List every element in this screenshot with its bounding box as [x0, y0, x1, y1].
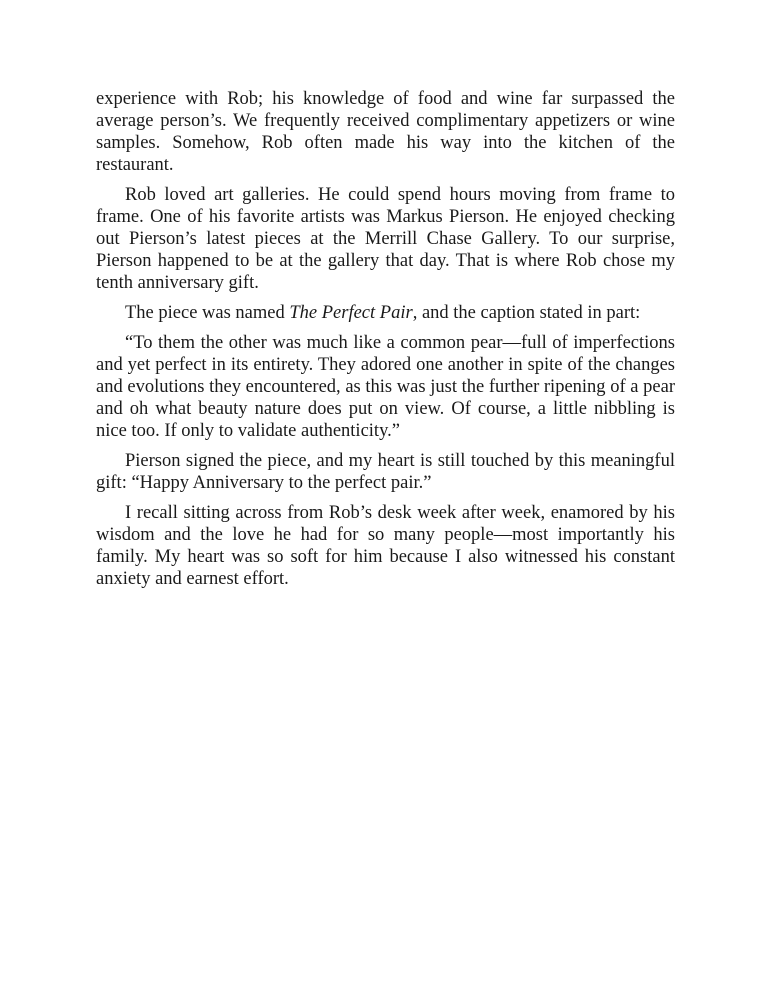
- document-page: [96, 88, 675, 598]
- paragraph-piece-name: [96, 302, 675, 324]
- paragraph-restaurant: experience with Rob; his knowledge of food and wine far surpassed the average person’s. We frequently received complimentary appetizers or wine samples. Somehow, Rob often made his way into the kitchen of the restaurant.: [96, 89, 675, 175]
- piece-intro-text: The piece was named: [125, 303, 290, 323]
- piece-caption-intro: , and the caption stated in part:: [412, 303, 641, 323]
- paragraph-caption-quote: “To them the other was much like a common pear—full of imperfections and yet perfect in its entirety. They adored one another in spite of the changes and evolutions they encountered, as this was just the further ripening of a pear and oh what beauty nature does put on view. Of course, a little nibbling is nice too. If only to validate authenticity.”: [96, 333, 675, 441]
- paragraph-art-galleries: Rob loved art galleries. He could spend hours moving from frame to frame. One of his favorite artists was Markus Pierson. He enjoyed checking out Pierson’s latest pieces at the Merrill Chase Gallery. To our surprise, Pierson happened to be at the gallery that day. That is where Rob chose my tenth anniversary gift.: [96, 185, 675, 293]
- paragraph-recollection: I recall sitting across from Rob’s desk week after week, enamored by his wisdom and the love he had for so many people—most importantly his family. My heart was so soft for him because I also witnessed his constant anxiety and earnest effort.: [96, 503, 675, 589]
- paragraph-signature: Pierson signed the piece, and my heart is still touched by this meaningful gift: “Happy Anniversary to the perfect pair.”: [96, 451, 675, 493]
- artwork-title: The Perfect Pair: [289, 303, 413, 323]
